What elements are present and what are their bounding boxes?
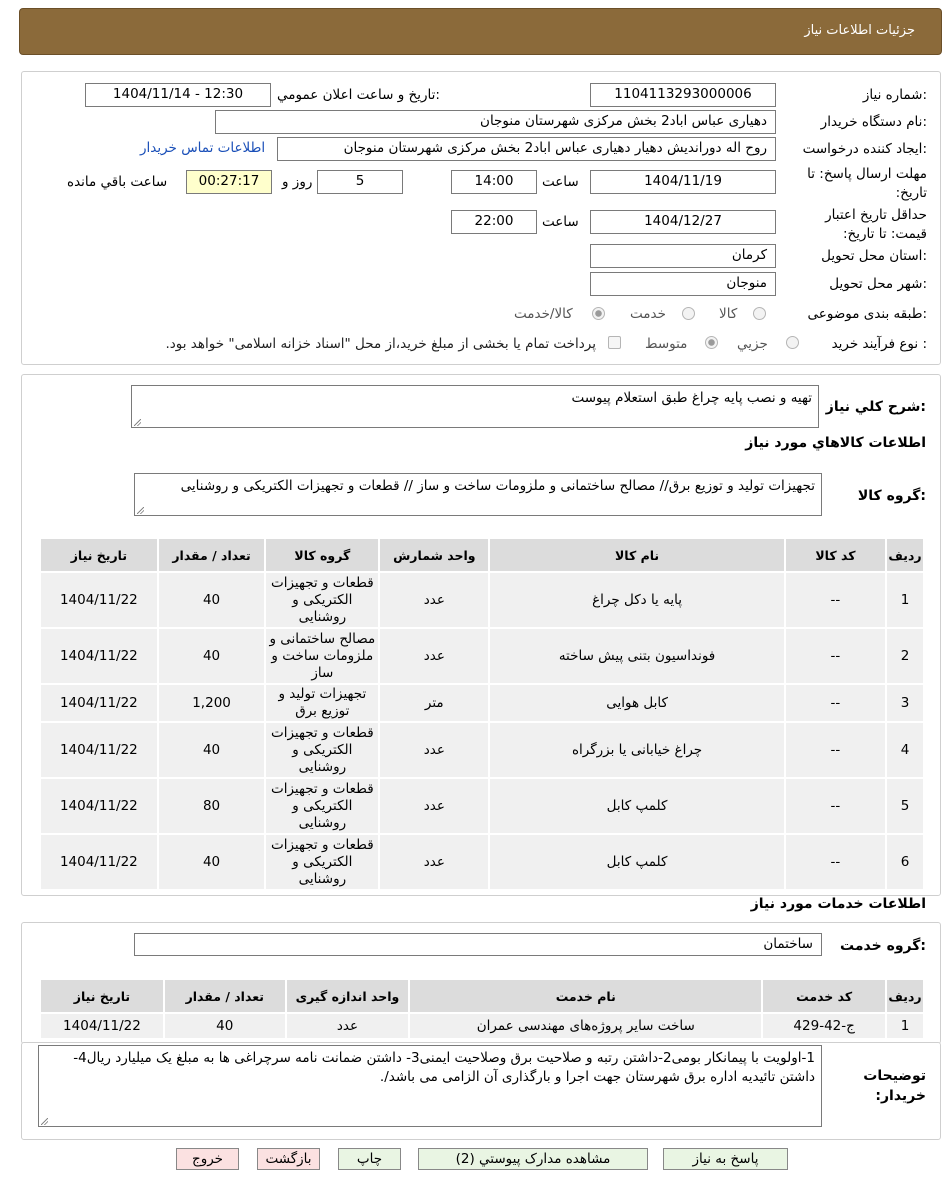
city-label: شهر محل تحویل: (829, 276, 927, 292)
goods-section-title: اطلاعات کالاهاي مورد نیاز (745, 435, 926, 451)
description-textarea[interactable] (131, 385, 819, 428)
cell-qty: 40 (158, 572, 266, 628)
cell-qty: 40 (158, 628, 266, 684)
cell-code: -- (785, 722, 886, 778)
treasury-checkbox[interactable] (608, 336, 621, 349)
col-qty: تعداد / مقدار (158, 538, 266, 572)
requester-label: ایجاد کننده درخواست: (802, 141, 927, 157)
cell-name: چراغ خیابانی یا بزرگراه (489, 722, 785, 778)
cell-code: -- (785, 628, 886, 684)
province-field: کرمان (590, 244, 776, 268)
resize-grip-icon[interactable] (41, 1118, 48, 1125)
exit-button[interactable]: خروج (176, 1148, 239, 1170)
table-row (40, 778, 924, 834)
services-section-title: اطلاعات خدمات مورد نیاز (750, 896, 926, 912)
cell-row: 6 (886, 834, 924, 890)
col-unit: واحد اندازه گیری (286, 979, 410, 1013)
reply-date-field: 1404/11/19 (590, 170, 776, 194)
attachments-button[interactable]: مشاهده مدارک پیوستي (2) (418, 1148, 648, 1170)
cell-row: 1 (886, 1013, 924, 1039)
notes-textarea[interactable] (38, 1045, 822, 1127)
table-row (40, 572, 924, 628)
col-unit: واحد شمارش (379, 538, 489, 572)
col-row: ردیف (886, 538, 924, 572)
notes-text: 1-اولویت با پیمانکار بومی2-داشتن رتبه و صلاحیت برق وصلاحیت ایمنی3- داشتن ضمانت نامه سرچراغی ها به مبلغ یک میلیارد ریال4- داشتن تائیدیه اداره برق شهرستان جهت اجرا و بارگذاری آن الزامی می باشد/. (73, 1050, 815, 1085)
cell-group: قطعات و تجهیزات الکتریکی و روشنایی (265, 834, 379, 890)
table-row (40, 628, 924, 684)
buyer-org-field: دهیاری عباس اباد2 بخش مرکزی شهرستان منوجان (215, 110, 776, 134)
cell-unit: عدد (379, 572, 489, 628)
reply-button[interactable]: پاسخ به نیاز (663, 1148, 788, 1170)
cell-service-code: ج-42-429 (762, 1013, 886, 1039)
reply-time-label: ساعت (542, 174, 579, 190)
cell-row: 5 (886, 778, 924, 834)
cell-row: 2 (886, 628, 924, 684)
table-row (40, 722, 924, 778)
cell-date: 1404/11/22 (40, 1013, 164, 1039)
cell-date: 1404/11/22 (40, 628, 158, 684)
cell-unit: متر (379, 684, 489, 722)
cell-date: 1404/11/22 (40, 572, 158, 628)
col-service-name: نام خدمت (409, 979, 762, 1013)
description-label: شرح کلي نیاز: (825, 399, 926, 415)
cell-date: 1404/11/22 (40, 834, 158, 890)
table-row (40, 1013, 924, 1039)
col-code: کد کالا (785, 538, 886, 572)
col-row: ردیف (886, 979, 924, 1013)
goods-table-header (40, 538, 924, 572)
cell-name: کلمپ کابل (489, 834, 785, 890)
col-name: نام کالا (489, 538, 785, 572)
buyer-contact-link[interactable]: اطلاعات تماس خریدار (140, 140, 266, 156)
cell-unit: عدد (379, 834, 489, 890)
cell-service-name: ساخت سایر پروژه‌های مهندسی عمران (409, 1013, 762, 1039)
print-button[interactable]: چاپ (338, 1148, 401, 1170)
table-row (40, 684, 924, 722)
buyer-org-label: نام دستگاه خریدار: (820, 114, 927, 130)
cell-qty: 80 (158, 778, 266, 834)
validity-date-field: 1404/12/27 (590, 210, 776, 234)
notes-label: توضیحات خریدار: (863, 1068, 926, 1104)
payment-note: پرداخت تمام یا بخشی از مبلغ خرید،از محل "اسناد خزانه اسلامی" خواهد بود. (165, 336, 596, 352)
service-group-label: گروه خدمت: (840, 938, 926, 954)
goods-table (39, 537, 925, 891)
category-radio-goods[interactable] (753, 307, 766, 320)
goods-group-textarea[interactable] (134, 473, 822, 516)
days-field: 5 (317, 170, 403, 194)
col-date: تاریخ نیاز (40, 538, 158, 572)
need-number-label: شماره نیاز: (862, 87, 927, 103)
province-label: استان محل تحویل: (821, 248, 927, 264)
service-group-field: ساختمان (134, 933, 822, 956)
process-option-medium: متوسط (645, 336, 688, 352)
cell-qty: 40 (164, 1013, 286, 1039)
category-option-service: خدمت (630, 306, 666, 322)
cell-group: قطعات و تجهیزات الکتریکی و روشنایی (265, 572, 379, 628)
cell-name: کابل هوایی (489, 684, 785, 722)
cell-unit: عدد (379, 628, 489, 684)
category-option-goods: کالا (719, 306, 738, 322)
cell-group: تجهیزات تولید و توزیع برق (265, 684, 379, 722)
cell-name: فونداسیون بتنی پیش ساخته (489, 628, 785, 684)
remaining-timer: 00:27:17 (186, 170, 272, 194)
process-label: نوع فرآیند خرید : (831, 336, 927, 352)
cell-unit: عدد (379, 722, 489, 778)
cell-qty: 40 (158, 722, 266, 778)
cell-row: 4 (886, 722, 924, 778)
cell-code: -- (785, 778, 886, 834)
days-label: روز و (282, 174, 313, 190)
remaining-label: ساعت باقي مانده (67, 174, 168, 190)
cell-row: 1 (886, 572, 924, 628)
announce-date-field: 1404/11/14 - 12:30 (85, 83, 271, 107)
announce-date-label: تاریخ و ساعت اعلان عمومي: (277, 87, 440, 103)
description-text: تهیه و نصب پایه چراغ طبق استعلام پیوست (571, 390, 812, 406)
cell-date: 1404/11/22 (40, 684, 158, 722)
cell-date: 1404/11/22 (40, 722, 158, 778)
city-field: منوجان (590, 272, 776, 296)
title-bar (19, 8, 942, 55)
reply-time-field: 14:00 (451, 170, 537, 194)
category-label: طبقه بندی موضوعی: (807, 306, 927, 322)
cell-group: قطعات و تجهیزات الکتریکی و روشنایی (265, 778, 379, 834)
cell-group: مصالح ساختمانی و ملزومات ساخت و ساز (265, 628, 379, 684)
cell-unit: عدد (286, 1013, 410, 1039)
cell-name: پایه یا دکل چراغ (489, 572, 785, 628)
back-button[interactable]: بازگشت (257, 1148, 320, 1170)
cell-code: -- (785, 572, 886, 628)
services-table (39, 978, 925, 1040)
process-radio-medium[interactable] (705, 336, 718, 349)
col-qty: تعداد / مقدار (164, 979, 286, 1013)
window-title: جزئیات اطلاعات نیاز (804, 23, 915, 38)
cell-name: کلمپ کابل (489, 778, 785, 834)
cell-code: -- (785, 834, 886, 890)
cell-date: 1404/11/22 (40, 778, 158, 834)
col-group: گروه کالا (265, 538, 379, 572)
cell-code: -- (785, 684, 886, 722)
cell-qty: 40 (158, 834, 266, 890)
cell-qty: 1,200 (158, 684, 266, 722)
cell-unit: عدد (379, 778, 489, 834)
table-row (40, 834, 924, 890)
cell-row: 3 (886, 684, 924, 722)
goods-group-text: تجهیزات تولید و توزیع برق// مصالح ساختمانی و ملزومات ساخت و ساز // قطعات و تجهیزات الکتریکی و روشنایی (180, 478, 815, 494)
col-date: تاریخ نیاز (40, 979, 164, 1013)
validity-label: حداقل تاریخ اعتبار قیمت: تا تاریخ: (825, 207, 927, 242)
process-option-minor: جزیي (737, 336, 768, 352)
resize-grip-icon[interactable] (134, 419, 141, 426)
reply-deadline-label: مهلت ارسال پاسخ: تا تاریخ: (807, 166, 927, 201)
col-service-code: کد خدمت (762, 979, 886, 1013)
validity-time-field: 22:00 (451, 210, 537, 234)
category-radio-goods-service[interactable] (592, 307, 605, 320)
need-number-field: 1104113293000006 (590, 83, 776, 107)
process-radio-minor[interactable] (786, 336, 799, 349)
requester-field: روح اله دوراندیش دهیار دهیاری عباس اباد2 بخش مرکزی شهرستان منوجان (277, 137, 776, 161)
category-option-goods-service: کالا/خدمت (514, 306, 573, 322)
goods-group-label: گروه کالا: (857, 488, 926, 504)
resize-grip-icon[interactable] (137, 507, 144, 514)
category-radio-service[interactable] (682, 307, 695, 320)
cell-group: قطعات و تجهیزات الکتریکی و روشنایی (265, 722, 379, 778)
validity-time-label: ساعت (542, 214, 579, 230)
services-table-header (40, 979, 924, 1013)
